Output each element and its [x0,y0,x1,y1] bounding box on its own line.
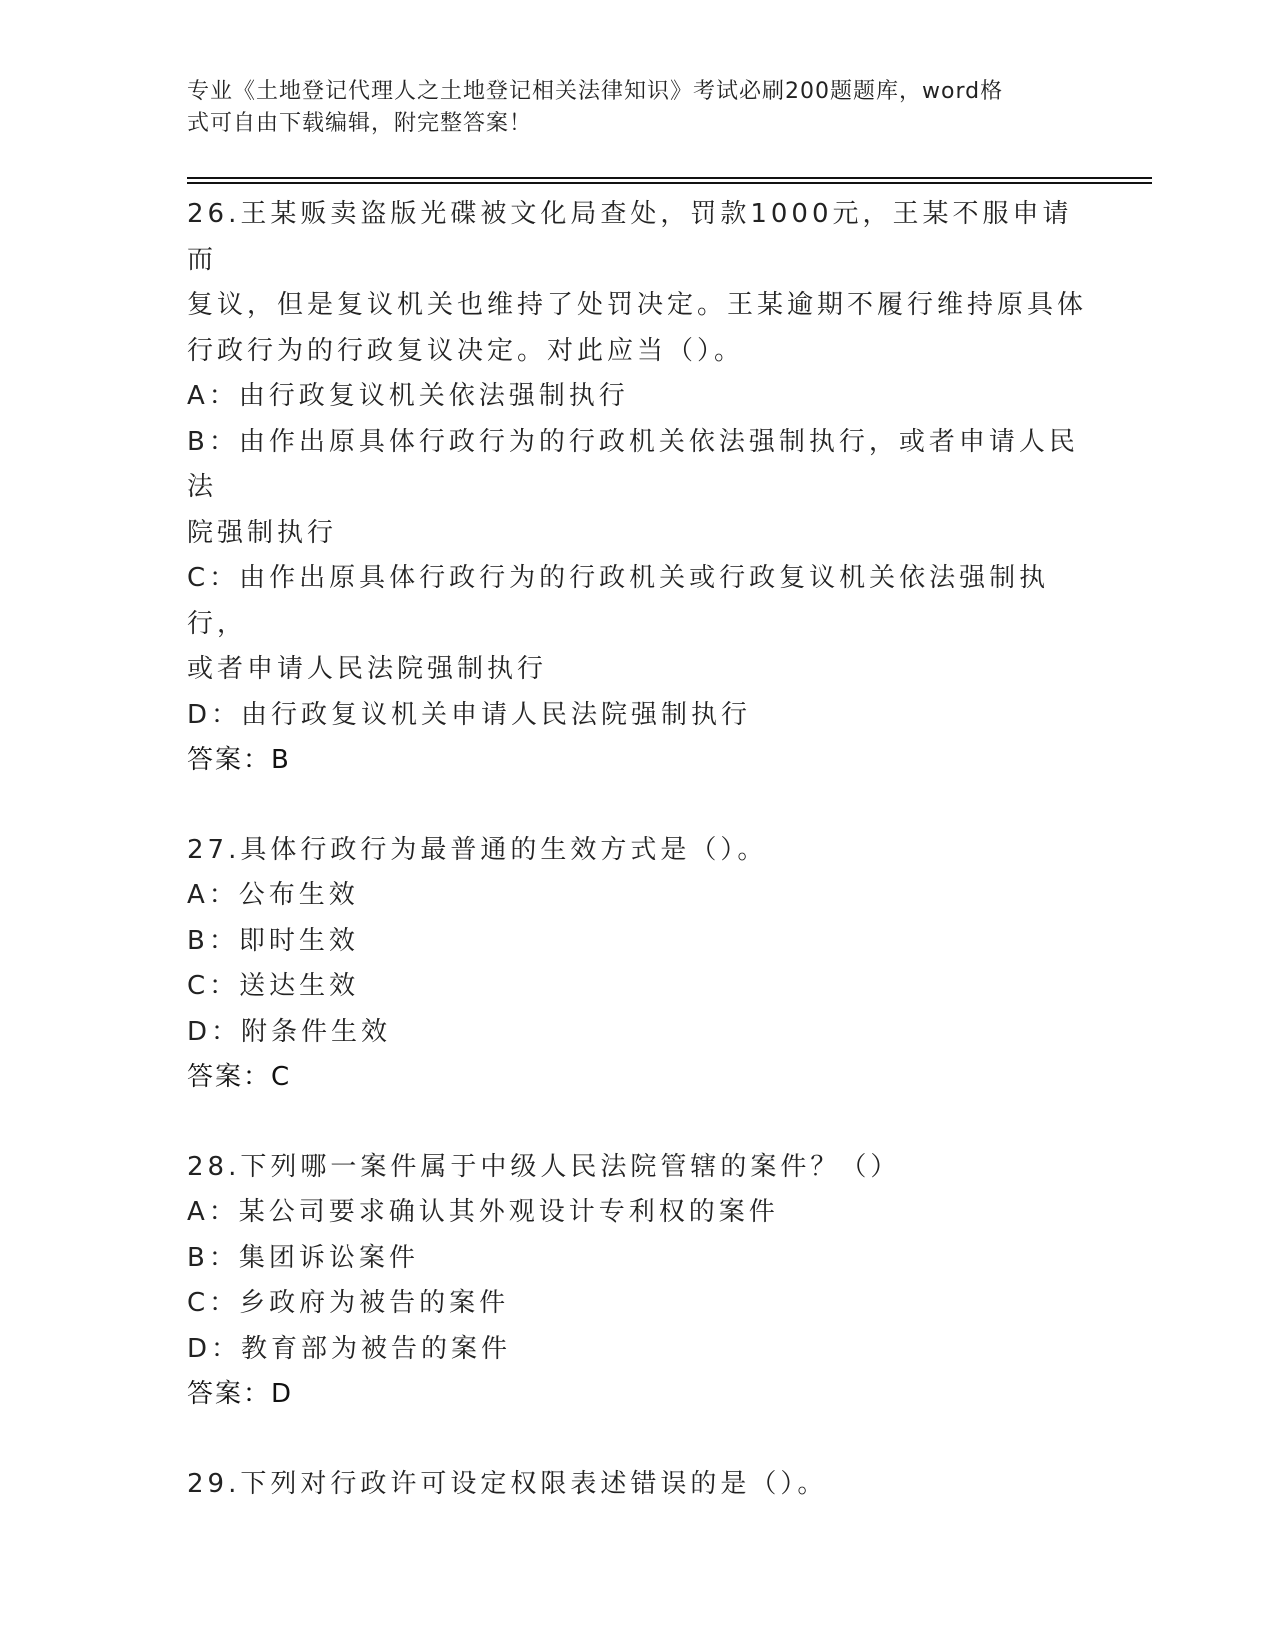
question-stem-line: 行政行为的行政复议决定。对此应当（）。 [187,335,745,366]
question-28 [187,1145,1087,1418]
option-a: A：某公司要求确认其外观设计专利权的案件 [187,1197,779,1227]
option-d: D：由行政复议机关申请人民法院强制执行 [187,699,752,730]
question-stem-line: 27.具体行政行为最普通的生效方式是（）。 [187,834,768,865]
option-b: B：集团诉讼案件 [187,1242,419,1273]
option-b: B：即时生效 [187,925,359,956]
question-list [187,192,1087,1551]
answer-label: 答案：D [187,1379,294,1409]
answer-label: 答案：B [187,745,291,775]
option-d: D：附条件生效 [187,1016,392,1047]
option-b-continued: 院强制执行 [187,517,338,548]
document-header [187,76,1067,140]
option-c: C：由作出原具体行政行为的行政机关或行政复议机关依法强制执行， [187,563,1050,639]
option-b: B：由作出原具体行政行为的行政机关依法强制执行，或者申请人民法 [187,426,1079,502]
question-stem-line: 29.下列对行政许可设定权限表述错误的是（）。 [187,1468,828,1499]
answer-label: 答案：C [187,1062,292,1092]
question-26 [187,192,1087,784]
question-stem-line: 复议，但是复议机关也维持了处罚决定。王某逾期不履行维持原具体 [187,290,1088,320]
question-27 [187,828,1087,1101]
header-divider-top [187,177,1152,179]
option-d: D：教育部为被告的案件 [187,1333,512,1364]
question-29 [187,1462,1087,1508]
question-stem-line: 28.下列哪一案件属于中级人民法院管辖的案件？（） [187,1151,901,1182]
header-line: 式可自由下载编辑，附完整答案！ [187,111,533,136]
option-a: A：由行政复议机关依法强制执行 [187,381,629,411]
question-stem-line: 26.王某贩卖盗版光碟被文化局查处，罚款1000元，王某不服申请而 [187,199,1073,275]
header-divider-bottom [187,182,1152,184]
option-c: C：乡政府为被告的案件 [187,1288,510,1318]
option-c: C：送达生效 [187,971,360,1001]
header-line: 专业《土地登记代理人之土地登记相关法律知识》考试必刷200题题库，word格 [187,79,1004,104]
option-c-continued: 或者申请人民法院强制执行 [187,654,548,684]
option-a: A：公布生效 [187,880,359,910]
